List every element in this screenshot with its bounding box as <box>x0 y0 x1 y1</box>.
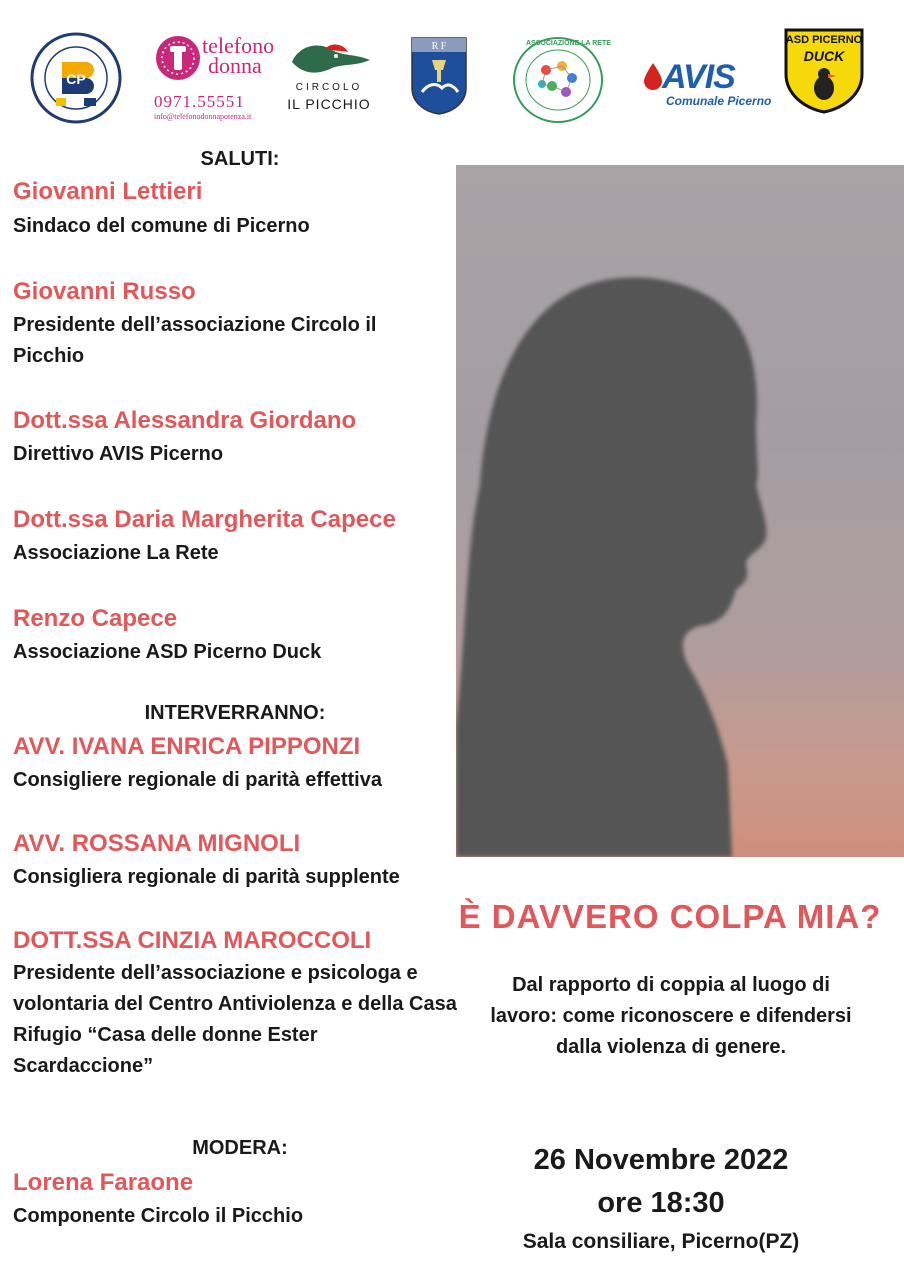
speaker-name: Giovanni Russo <box>13 278 196 305</box>
logo-avis-comunale <box>640 58 772 110</box>
event-title: È DAVVERO COLPA MIA? <box>458 898 882 935</box>
event-subtitle: Dal rapporto di coppia al luogo di lavoro: come riconoscere e difendersi dalla violenza di genere. <box>490 974 852 1058</box>
logo-stemma-picerno <box>410 36 468 116</box>
logo-consigliera-parita <box>30 32 122 124</box>
saluti-heading: SALUTI: <box>200 148 280 170</box>
logo-asd-picerno-duck <box>784 28 864 114</box>
avis-label: AVIS <box>662 58 735 96</box>
speaker-role: Presidente dell’associazione e psicologa e volontaria del Centro Antiviolenza e della Casa Rifugio “Casa delle donne Ester Scardaccione” <box>13 962 457 1077</box>
speaker-name: Dott.ssa Alessandra Giordano <box>13 407 357 434</box>
telefono-donna-email: info@telefonodonnapotenza.it <box>154 112 252 121</box>
la-rete-emblem <box>512 36 611 124</box>
speaker-name: Dott.ssa Daria Margherita Capece <box>13 506 396 533</box>
event-date: 26 Novembre 2022 <box>533 1144 789 1176</box>
speaker-name: Renzo Capece <box>13 605 178 632</box>
silhouette-icon <box>456 165 904 857</box>
modera-heading: MODERA: <box>192 1137 288 1159</box>
circolo-label: CIRCOLO <box>295 82 363 93</box>
event-time: ore 18:30 <box>597 1187 725 1219</box>
duck-label-1: ASD PICERNO <box>785 34 863 46</box>
moderator-name: Lorena Faraone <box>13 1169 194 1196</box>
speaker-role: Associazione ASD Picerno Duck <box>13 641 322 663</box>
speaker-role: Presidente dell’associazione Circolo il Picchio <box>13 314 377 367</box>
svg-text:CP: CP <box>66 71 86 87</box>
blood-drop-icon <box>642 62 664 90</box>
consigliera-emblem <box>30 32 122 124</box>
avis-sub-label: Comunale Picerno <box>666 94 772 108</box>
telefono-donna-title-2: donna <box>208 53 262 78</box>
logo-circolo-il-picchio <box>280 42 378 114</box>
la-rete-label: ASSOCIAZIONE LA RETE <box>526 40 611 47</box>
coat-of-arms-icon <box>410 36 468 116</box>
speaker-role: Sindaco del comune di Picerno <box>13 215 310 237</box>
duck-label-2: DUCK <box>803 48 845 64</box>
speaker-name: DOTT.SSA CINZIA MAROCCOLI <box>13 927 372 954</box>
speaker-role: Associazione La Rete <box>13 542 219 564</box>
speaker-name: Giovanni Lettieri <box>13 178 203 205</box>
telefono-donna-title-1: telefono <box>202 33 275 58</box>
telefono-donna-emblem <box>154 34 202 82</box>
interverranno-heading: INTERVERRANNO: <box>144 702 326 724</box>
speaker-name: AVV. ROSSANA MIGNOLI <box>13 830 301 857</box>
telefono-donna-phone: 0971.55551 <box>154 92 245 111</box>
logo-telefono-donna <box>148 30 275 122</box>
picchio-label: IL PICCHIO <box>287 96 371 112</box>
speaker-role: Consigliere regionale di parità effettiva <box>13 769 382 791</box>
speaker-name: AVV. IVANA ENRICA PIPPONZI <box>13 733 361 760</box>
woman-silhouette-photo <box>456 165 904 857</box>
event-venue: Sala consiliare, Picerno(PZ) <box>522 1230 800 1253</box>
speaker-role: Direttivo AVIS Picerno <box>13 443 224 465</box>
logo-associazione-la-rete <box>512 36 611 124</box>
stemma-letters: R F <box>431 41 447 52</box>
telefono-donna-title <box>202 33 275 78</box>
moderator-role: Componente Circolo il Picchio <box>13 1205 304 1227</box>
picchio-bird-icon <box>286 42 372 80</box>
speaker-role: Consigliera regionale di parità supplente <box>13 866 400 888</box>
